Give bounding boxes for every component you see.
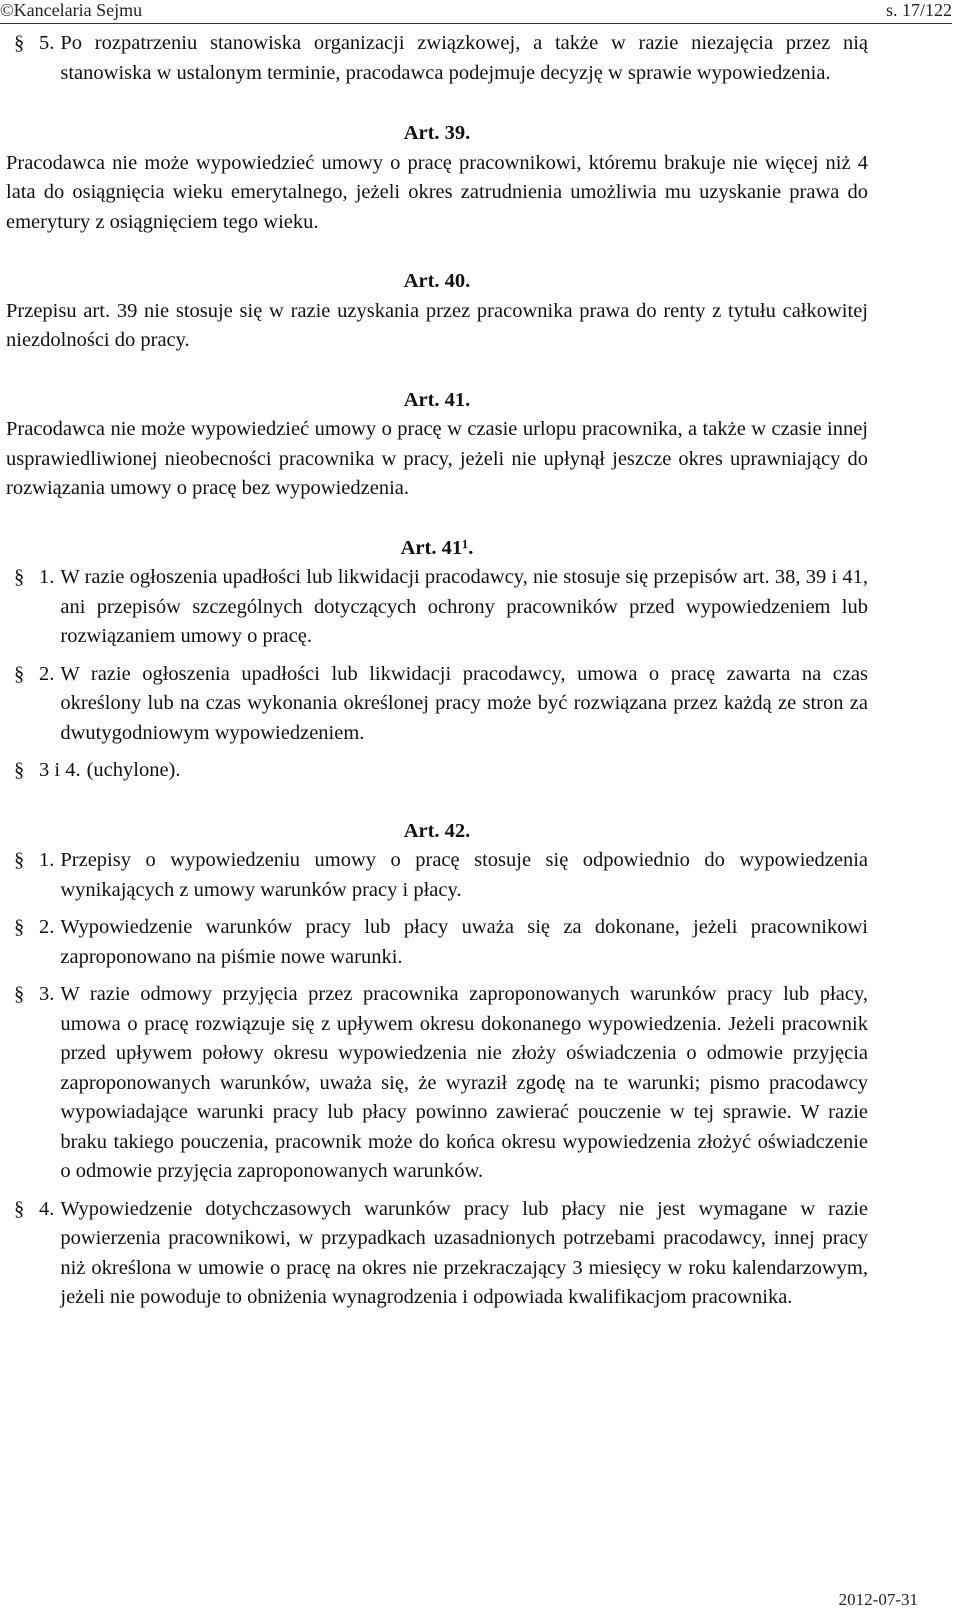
article-42-paragraph-4	[6, 1195, 868, 1313]
section-symbol: §	[14, 662, 25, 685]
paragraph-number: § 3.	[6, 980, 54, 1187]
section-symbol: §	[14, 1197, 25, 1220]
paragraph-text: W razie ogłoszenia upadłości lub likwidacji pracodawcy, umowa o pracę zawarta na czas określony lub na czas wykonania określonej pracy może być rozwiązana przez każdą ze stron za dwutygodniowym wypowiedzeniem.	[60, 662, 868, 744]
paragraph-text: W razie odmowy przyjęcia przez pracownika zaproponowanych warunków pracy lub płacy, umowa o pracę rozwiązuje się z upływem okresu dokonanego wypowiedzenia. Jeżeli pracownik przed upływem połowy okresu wypowiedzenia nie złoży oświadczenia o odmowie przyjęcia zaproponowanych warunków, uważa się, że wyraził zgodę na te warunki; pismo pracodawcy wypowiadające warunki pracy lub płacy powinno zawierać pouczenie w tej sprawie. W razie braku takiego pouczenia, pracownik może do końca okresu wypowiedzenia złożyć oświadczenie o odmowie przyjęcia zaproponowanych warunków.	[60, 983, 868, 1182]
paragraph-text: Wypowiedzenie warunków pracy lub płacy uważa się za dokonane, jeżeli pracownikowi zaproponowano na piśmie nowe warunki.	[60, 916, 868, 968]
section-symbol: §	[14, 566, 25, 588]
section-symbol: §	[14, 759, 25, 781]
article-42-paragraph-2	[6, 913, 868, 972]
paragraph-number: § 1.	[6, 846, 54, 905]
article-41-1-paragraph-1	[6, 563, 868, 652]
header-divider	[0, 23, 952, 24]
section-symbol: §	[14, 849, 25, 871]
article-41-1-title: Art. 41¹.	[400, 536, 474, 559]
paragraph-number: § 2.	[6, 913, 54, 972]
paragraph-text: W razie ogłoszenia upadłości lub likwidacji pracodawcy, nie stosuje się przepisów art. 38, 39 i 41, ani przepisów szczególnych dotyczących ochrony pracowników przed wypowiedzeniem lub rozwiązaniem umowy o pracę.	[60, 566, 868, 647]
section-symbol: §	[14, 32, 25, 54]
paragraph-text: (uchylone).	[86, 759, 181, 781]
paragraph-number: § 4.	[6, 1195, 54, 1313]
paragraph-number: § 3 i 4.	[6, 756, 81, 786]
article-41-title: Art. 41.	[403, 388, 471, 411]
article-40-text: Przepisu art. 39 nie stosuje się w razie uzyskania przez pracownika prawa do renty z tytułu całkowitej niezdolności do pracy.	[6, 299, 868, 351]
article-41-1-paragraph-2	[6, 660, 868, 749]
article-39-title: Art. 39.	[403, 122, 471, 144]
paragraph-number: § 2.	[6, 660, 54, 749]
paragraph-5	[6, 29, 868, 88]
paragraph-text: Przepisy o wypowiedzeniu umowy o pracę stosuje się odpowiednio do wypowiedzenia wynikających z umowy warunków pracy i płacy.	[60, 849, 868, 901]
paragraph-text: Po rozpatrzeniu stanowiska organizacji związkowej, a także w razie niezajęcia przez nią stanowiska w ustalonym terminie, pracodawca podejmuje decyzję w sprawie wypowiedzenia.	[60, 32, 868, 84]
paragraph-number: § 5.	[6, 29, 54, 88]
article-42-paragraph-3	[6, 980, 868, 1187]
article-41-1-paragraph-3-4	[6, 756, 868, 786]
article-40-title: Art. 40.	[403, 270, 471, 292]
article-42-paragraph-1	[6, 846, 868, 905]
paragraph-number: § 1.	[6, 563, 54, 652]
header-copyright: ©Kancelaria Sejmu	[0, 0, 143, 20]
article-39-text: Pracodawca nie może wypowiedzieć umowy o pracę pracownikowi, któremu brakuje nie więcej niż 4 lata do osiągnięcia wieku emerytalnego, jeżeli okres zatrudnienia umożliwia mu uzyskanie prawa do emerytury z osiągnięciem tego wieku.	[6, 151, 868, 233]
footer-date: 2012-07-31	[838, 1590, 918, 1609]
section-symbol: §	[14, 983, 25, 1005]
section-symbol: §	[14, 916, 25, 938]
article-42-title: Art. 42.	[403, 819, 471, 842]
article-41-text: Pracodawca nie może wypowiedzieć umowy o pracę w czasie urlopu pracownika, a także w czasie innej usprawiedliwionej nieobecności pracownika w pracy, jeżeli nie upłynął jeszcze okres uprawniający do rozwiązania umowy o pracę bez wypowiedzenia.	[6, 418, 868, 499]
document-body	[6, 29, 868, 1313]
header-page-number: s. 17/122	[885, 0, 952, 20]
paragraph-text: Wypowiedzenie dotychczasowych warunków pracy lub płacy nie jest wymagane w razie powierzenia pracownikowi, w przypadkach uzasadnionych potrzebami pracodawcy, innej pracy niż określona w umowie o pracę na okres nie przekraczający 3 miesięcy w roku kalendarzowym, jeżeli nie powoduje to obniżenia wynagrodzenia i odpowiada kwalifikacjom pracownika.	[60, 1197, 868, 1308]
